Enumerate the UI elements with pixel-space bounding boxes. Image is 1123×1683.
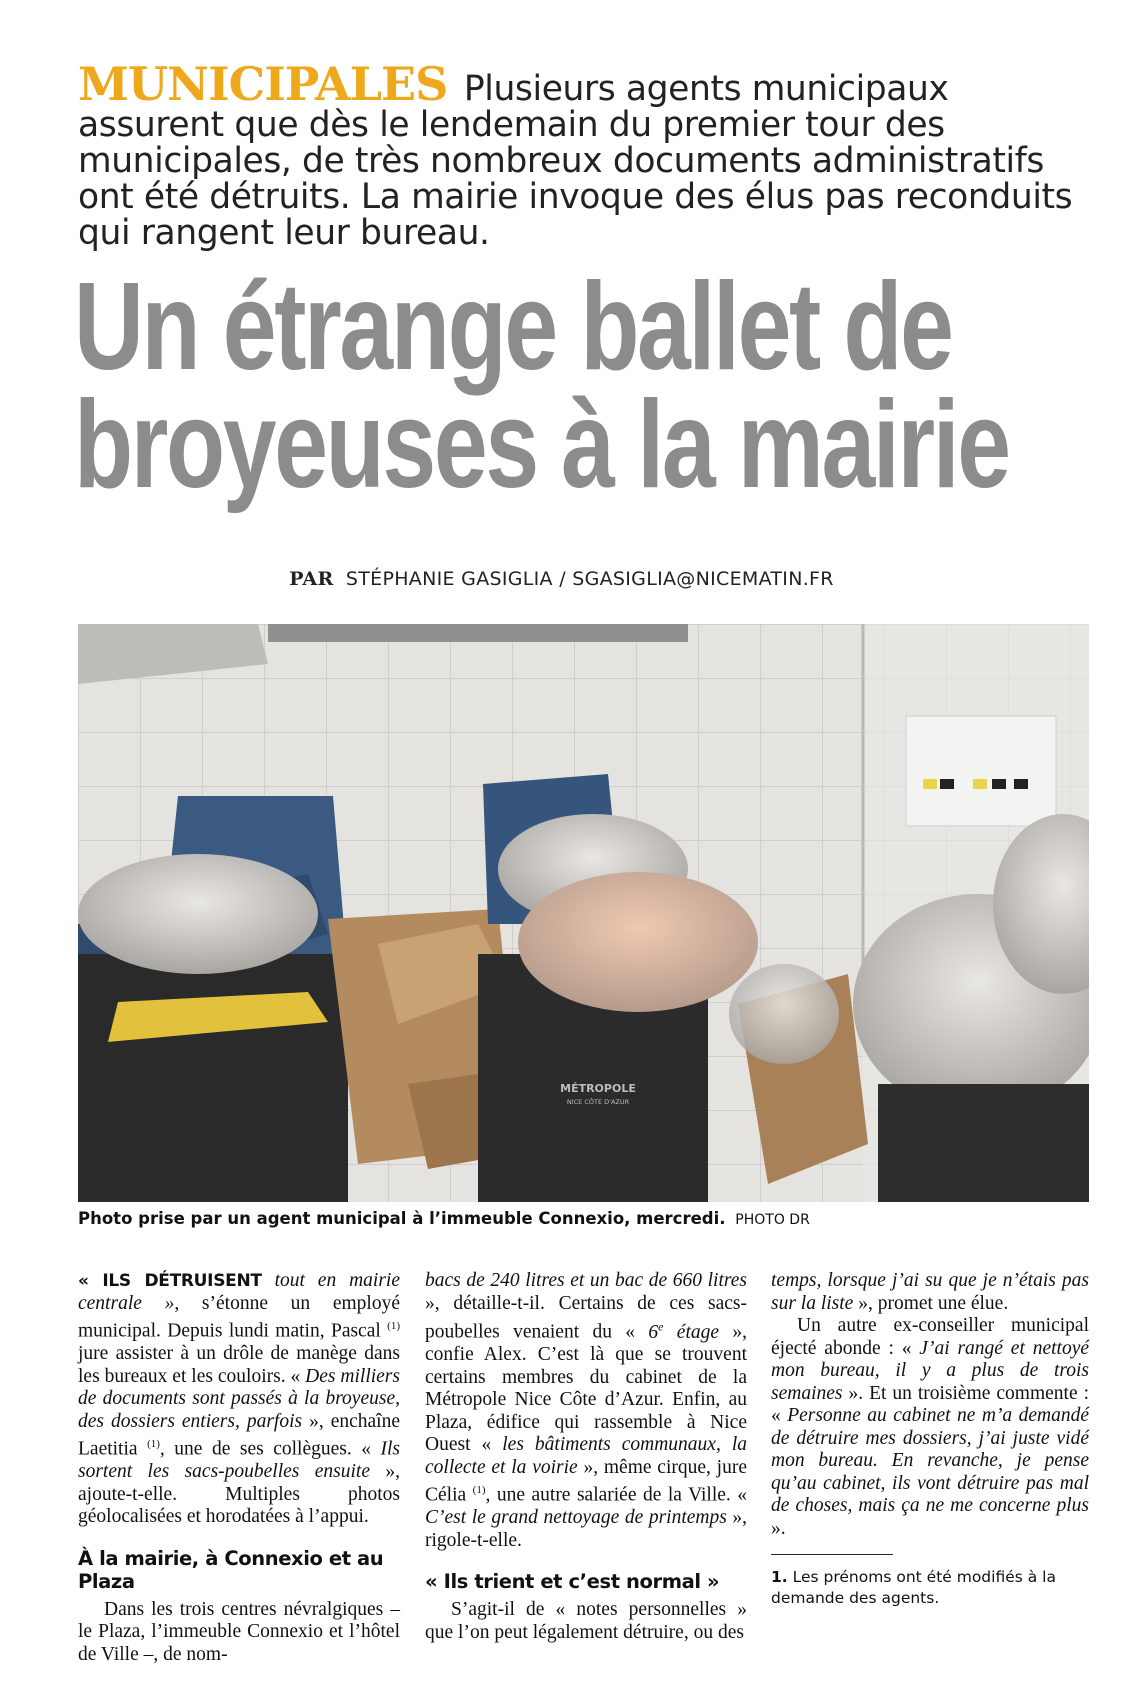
subheading-1: À la mairie, à Connexio et au Plaza: [78, 1546, 384, 1593]
text: », enchaîne Laetitia: [78, 1410, 400, 1460]
section-label: MUNICIPALES: [78, 57, 448, 111]
quote: Des milliers de documents sont passés à la broyeuse, des dossiers entiers, parfois: [78, 1365, 400, 1432]
byline-author: STÉPHANIE GASIGLIA / SGASIGLIA@NICEMATIN.FR: [345, 568, 834, 590]
paragraph-6: [771, 1315, 1089, 1540]
article-column-1: [78, 1270, 400, 1666]
quote: étage: [663, 1321, 720, 1343]
quote: Ils sortent les sacs-poubelles ensuite: [78, 1438, 400, 1482]
bin-label-1: MÉTROPOLE: [560, 1082, 636, 1095]
footnote: [771, 1567, 1089, 1609]
article-photo: [78, 624, 1089, 1202]
lead-in: « ILS DÉTRUISENT: [78, 1271, 262, 1291]
kicker: [78, 57, 1088, 253]
text: », promet une élue.: [853, 1292, 1009, 1314]
text: , une de ses collègues. «: [159, 1438, 381, 1460]
footnote-number: 1.: [771, 1568, 788, 1586]
byline: [0, 568, 1123, 590]
paragraph-5: [771, 1270, 1089, 1315]
photo-caption: [78, 1209, 1089, 1228]
paragraph-3: [425, 1270, 747, 1552]
headline: [74, 258, 1009, 514]
kicker-text: Plusieurs agents municipaux assurent que dès le lendemain du premier tour des municipales, de très nombreux documents administratifs ont été détruits. La mairie invoque des élus pas reconduits qui rangent leur bureau.: [78, 69, 1073, 253]
quote: bacs de 240 litres et un bac de 660 litres: [425, 1270, 747, 1291]
text: ».: [771, 1517, 786, 1539]
quote: les bâtiments communaux, la collecte et la voirie: [425, 1434, 747, 1478]
text: , s’étonne un employé municipal. Depuis lundi matin, Pascal: [78, 1292, 400, 1342]
paragraph-1: [78, 1270, 400, 1529]
text: », ajoute-t-elle. Multiples photos géolocalisées et horodatées à l’appui.: [78, 1461, 400, 1527]
superscript: e: [658, 1319, 664, 1333]
quote: tout en mairie centrale »: [78, 1270, 400, 1314]
quote: C’est le grand nettoyage de printemps: [425, 1507, 727, 1528]
footnote-text: Les prénoms ont été modifiés à la demande des agents.: [771, 1568, 1056, 1607]
article-column-3: [771, 1270, 1089, 1609]
quote: 6: [648, 1321, 659, 1343]
photo-illustration: [78, 624, 1089, 1202]
footnote-divider: [771, 1554, 893, 1555]
text: ». Et un troisième commente : «: [771, 1382, 1089, 1426]
photo-credit: PHOTO DR: [735, 1212, 810, 1228]
caption-text: Photo prise par un agent municipal à l’immeuble Connexio, mercredi.: [78, 1209, 726, 1228]
headline-line-1: Un étrange ballet de: [74, 258, 952, 396]
text: jure assister à un drôle de manège dans les bureaux et les couloirs. «: [78, 1343, 400, 1387]
text: », confie Alex. C’est là que se trouvent certains membres du cabinet de la Métropole Nice Côte d’Azur. Enfin, au Plaza, édifice qui rassemble à Nice Ouest «: [425, 1321, 748, 1455]
quote: temps, lorsque j’ai su que je n’étais pas sur la liste: [771, 1270, 1089, 1314]
quote: Personne au cabinet ne m’a demandé de détruire mes dossiers, j’ai juste vidé mon bureau. En revanche, je pense qu’au cabinet, ils vont détruire pas mal de choses, mais ça ne me concerne plus: [771, 1405, 1090, 1516]
headline-line-2: broyeuses à la mairie: [74, 376, 1009, 514]
text: , une autre salariée de la Ville. «: [485, 1484, 748, 1506]
bin-label-2: NICE CÔTE D'AZUR: [566, 1098, 630, 1106]
footnote-ref: (1): [387, 1320, 400, 1332]
quote: J’ai rangé et nettoyé mon bureau, il y a plus de trois semaines: [771, 1337, 1089, 1404]
footnote-ref: (1): [472, 1484, 486, 1496]
subheading-2: « Ils trient et c’est normal »: [425, 1570, 720, 1593]
text: Un autre ex-conseiller municipal éjecté abonde : «: [771, 1315, 1089, 1359]
footnote-ref: (1): [147, 1438, 160, 1450]
text: », rigole-t-elle.: [425, 1507, 748, 1551]
paragraph-2: Dans les trois centres névralgiques – le Plaza, l’immeuble Connexio et l’hôtel de Ville –, de nom-: [78, 1598, 400, 1665]
paragraph-4: S’agit-il de « notes personnelles » que l’on peut légalement détruire, ou des: [425, 1599, 747, 1643]
text: », même cirque, jure Célia: [425, 1456, 747, 1506]
byline-prefix: PAR: [289, 568, 334, 590]
text: », détaille-t-il. Certains de ces sacs-poubelles venaient du «: [425, 1292, 747, 1343]
article-column-2: [425, 1270, 747, 1644]
